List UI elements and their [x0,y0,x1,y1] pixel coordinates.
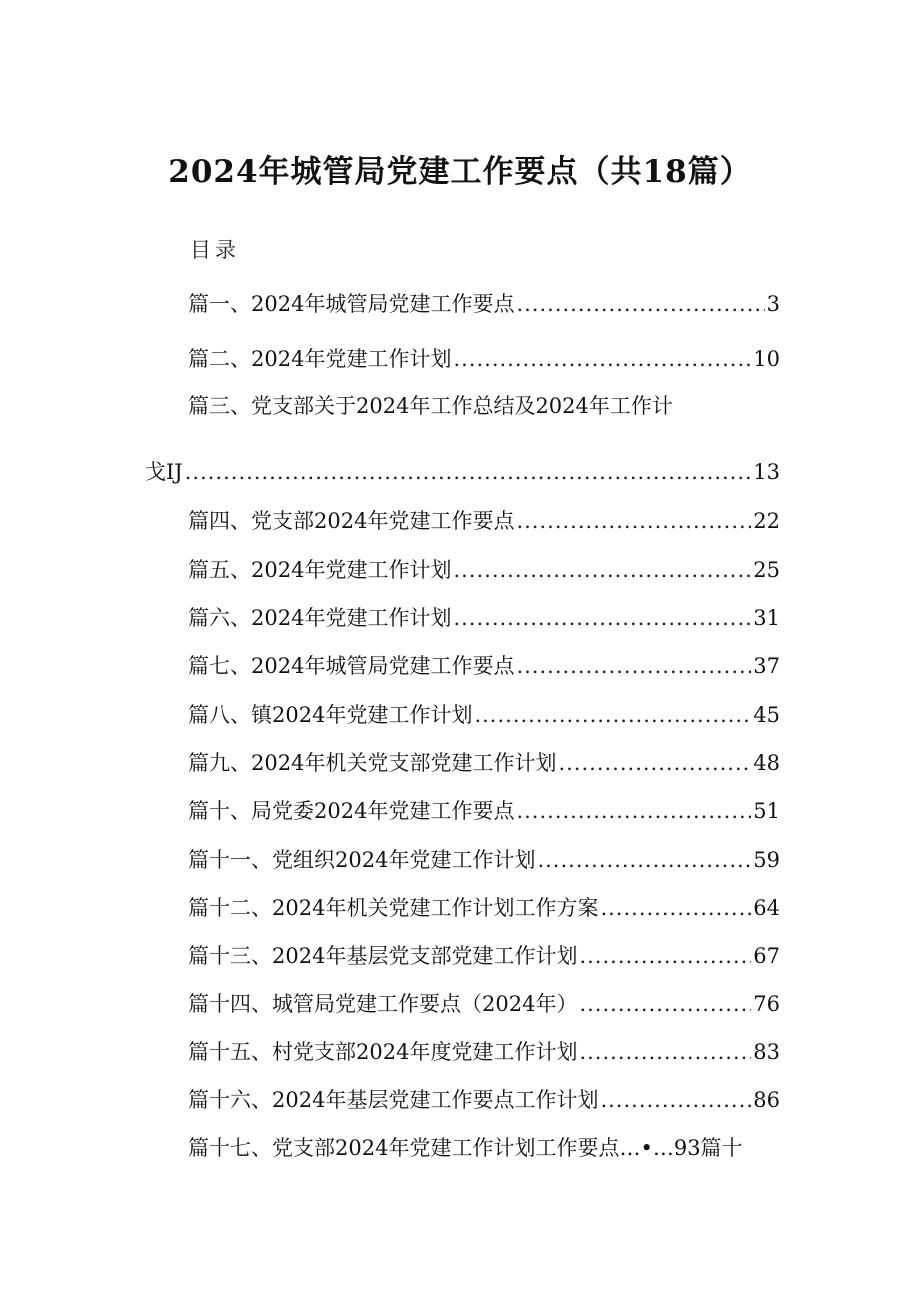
toc-entry-text: 篇十三、2024年基层党支部党建工作计划 [188,944,578,968]
toc-leader-dots [558,751,751,775]
toc-entry[interactable] [188,795,780,825]
toc-entry[interactable] [188,505,780,535]
toc-leader-dots [474,703,751,727]
toc-leader-dots [516,509,751,533]
toc-entry-page: 59 [753,848,780,872]
toc-entry[interactable] [188,343,780,373]
toc-entry-text: 篇十六、2024年基层党建工作要点工作计划 [188,1088,599,1112]
toc-entry[interactable] [145,456,780,486]
toc-entry-text: 篇六、2024年党建工作计划 [188,606,452,630]
toc-entry-page: 13 [753,460,780,484]
toc-leader-dots [453,347,751,371]
toc-leader-dots [579,992,751,1016]
toc-leader-dots [453,558,751,582]
toc-entry[interactable] [188,554,780,584]
toc-entry-text: 篇十二、2024年机关党建工作计划工作方案 [188,896,599,920]
toc-entry[interactable] [188,650,780,680]
toc-entry-text: 篇十五、村党支部2024年度党建工作计划 [188,1040,578,1064]
toc-entry[interactable] [188,699,780,729]
toc-entry-page: 22 [753,509,780,533]
toc-leader-dots [453,606,751,630]
toc-entry-page: 67 [753,944,780,968]
toc-entry-text: 篇十一、党组织2024年党建工作计划 [188,848,536,872]
toc-leader-dots [516,799,751,823]
toc-entry[interactable] [188,892,780,922]
toc-entry-page: 83 [753,1040,780,1064]
toc-entry-continuation: 戈IJ [145,460,183,484]
toc-entry[interactable] [188,1084,780,1114]
toc-entry-page: 51 [753,799,780,823]
toc-entry-page: 64 [753,896,780,920]
toc-entry-text: 篇十、局党委2024年党建工作要点 [188,799,515,823]
toc-entry[interactable] [188,1036,780,1066]
toc-entry[interactable] [188,844,780,874]
toc-entry-page: 45 [753,703,780,727]
toc-entry[interactable] [188,940,780,970]
toc-entry-text[interactable]: 篇三、党支部关于2024年工作总结及2024年工作计 [188,394,673,418]
toc-entry-page: 31 [753,606,780,630]
toc-entry-page: 48 [753,751,780,775]
toc-label: 目录 [190,238,240,262]
toc-leader-dots [579,944,751,968]
toc-entry-page: 10 [753,347,780,371]
toc-leader-dots [600,1088,751,1112]
toc-entry-page: 3 [766,292,780,316]
toc-entry-page: 25 [753,558,780,582]
document-title: 2024年城管局党建工作要点（共18篇） [168,154,752,190]
toc-entry-text: 篇五、2024年党建工作计划 [188,558,452,582]
toc-entry-text: 篇八、镇2024年党建工作计划 [188,703,473,727]
toc-entry-text: 篇七、2024年城管局党建工作要点 [188,654,515,678]
toc-leader-dots [537,848,751,872]
toc-entry[interactable] [188,602,780,632]
toc-entry[interactable] [188,747,780,777]
toc-entry-text: 篇十四、城管局党建工作要点（2024年） [188,992,578,1016]
toc-entry-text: 篇四、党支部2024年党建工作要点 [188,509,515,533]
toc-entry-page: 76 [753,992,780,1016]
toc-leader-dots [516,292,764,316]
toc-entry-page: 37 [753,654,780,678]
toc-leader-dots [516,654,751,678]
toc-leader-dots [185,460,752,484]
toc-entry-text: 篇九、2024年机关党支部党建工作计划 [188,751,557,775]
toc-entry-page: 86 [753,1088,780,1112]
toc-entry-text: 篇二、2024年党建工作计划 [188,347,452,371]
toc-entry[interactable] [188,988,780,1018]
toc-leader-dots [579,1040,751,1064]
toc-entry-text: 篇一、2024年城管局党建工作要点 [188,292,515,316]
toc-entry-text[interactable]: 篇十七、党支部2024年党建工作计划工作要点…•…93篇十 [188,1136,743,1160]
toc-entry[interactable] [188,288,780,318]
toc-leader-dots [600,896,751,920]
